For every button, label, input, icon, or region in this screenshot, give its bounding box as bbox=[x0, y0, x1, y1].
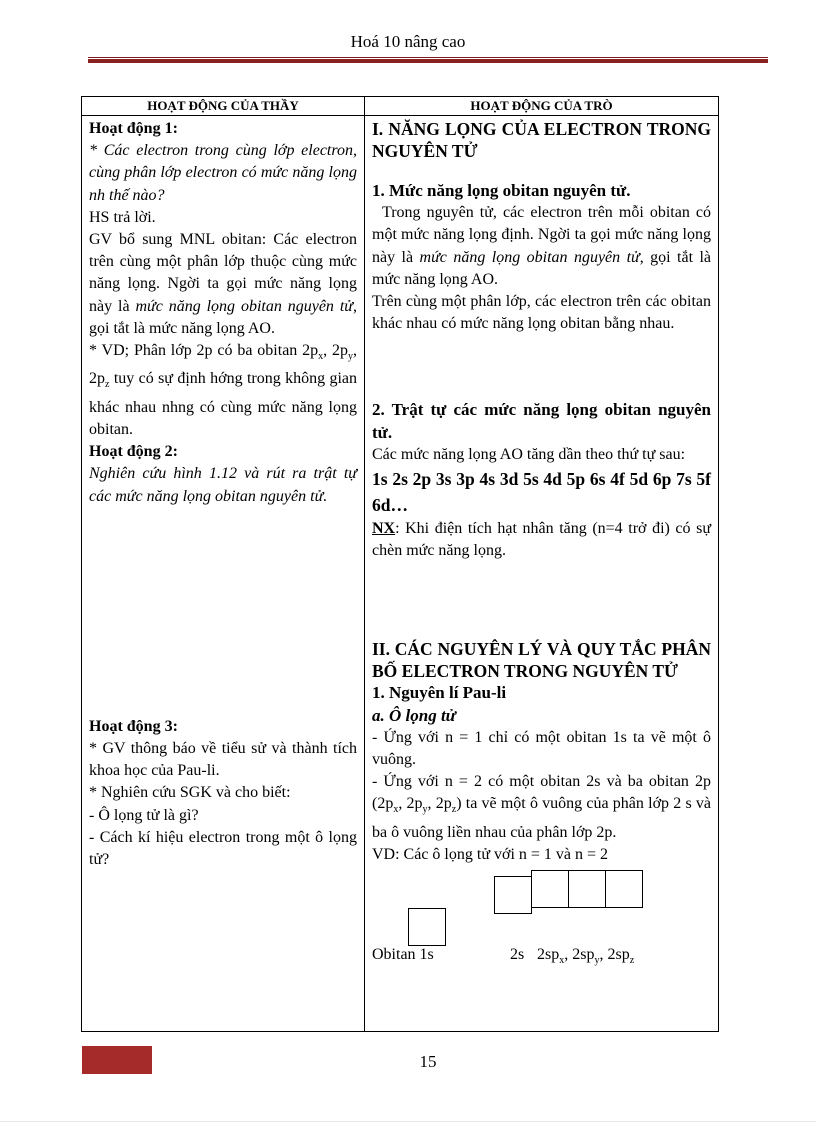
pauli-title: 1. Nguyên lí Pau-li bbox=[372, 683, 507, 703]
subscript-x: x bbox=[318, 351, 324, 363]
teacher-column-header: HOẠT ĐỘNG CỦA THẦY bbox=[82, 97, 365, 116]
para-sep: , 2p bbox=[427, 795, 452, 813]
orbital-2py-box bbox=[568, 870, 606, 908]
subsection-2-title: 2. Trật tự các mức năng lọng obitan nguyên tử. bbox=[372, 400, 711, 442]
caption-sep: , 2sp bbox=[599, 946, 630, 964]
example-sep: , 2p bbox=[323, 342, 349, 360]
subscript-z: z bbox=[105, 379, 110, 391]
subsection-1-para-2: Trên cùng một phân lớp, các electron trên các obitan khác nhau có mức năng lọng obitan bằng nhau. bbox=[372, 293, 711, 333]
subsection-1-para-1 bbox=[372, 202, 711, 291]
subsection-2-para: Các mức năng lọng AO tăng dần theo thứ tự sau: bbox=[372, 445, 686, 463]
caption-1s: Obitan 1s bbox=[372, 946, 434, 964]
section-1-title: I. NĂNG LỌNG CỦA ELECTRON TRONG NGUYÊN TỬ bbox=[372, 119, 711, 161]
para-sep: , 2p bbox=[398, 795, 423, 813]
section-2-title: II. CÁC NGUYÊN LÝ VÀ QUY TẮC PHÂN BỐ ELECTRON TRONG NGUYÊN TỬ bbox=[372, 639, 711, 682]
orbital-2px-box bbox=[531, 870, 569, 908]
example-tail: tuy có sự định hớng trong không gian khác nhau nhng có cùng mức năng lọng obitan. bbox=[89, 370, 357, 439]
header-rule-thick bbox=[88, 59, 768, 63]
student-column bbox=[365, 116, 719, 1032]
orbital-energy-sequence: 1s 2s 2p 3s 3p 4s 3d 5s 4d 5p 6s 4f 5d 6p 7s 5f 6d… bbox=[372, 469, 711, 516]
table-header-row bbox=[82, 97, 719, 116]
orbital-2pz-box bbox=[605, 870, 643, 908]
caption-text: 2sp bbox=[537, 946, 560, 964]
observation-text: : Khi điện tích hạt nhân tăng (n=4 trở đi) có sự chèn mức năng lọng. bbox=[372, 520, 711, 560]
activity-3-line-1: * GV thông báo về tiểu sử và thành tích khoa học của Pau-li. bbox=[89, 740, 357, 780]
pauli-para-2 bbox=[372, 771, 711, 844]
subscript-y: y bbox=[594, 955, 600, 967]
activity-table bbox=[81, 96, 719, 1032]
activity-1-gv-tail: , gọi tắt là mức năng lọng AO. bbox=[89, 297, 357, 337]
activity-2-text: Nghiên cứu hình 1.12 và rút ra trật tự các mức năng lọng obitan nguyên tử. bbox=[89, 465, 357, 505]
activity-3-line-2: * Nghiên cứu SGK và cho biết: bbox=[89, 784, 291, 802]
subscript-z: z bbox=[451, 804, 457, 816]
caption-2p bbox=[537, 944, 634, 972]
para-text: - Ứng với n = 2 có một obitan 2s và ba obitan 2p (2p bbox=[372, 773, 711, 813]
spacer bbox=[372, 562, 711, 638]
pauli-example: VD: Các ô lọng tử với n = 1 và n = 2 bbox=[372, 846, 609, 864]
quantum-cell-diagram bbox=[372, 866, 711, 944]
activity-3-line-3: - Ô lọng tử là gì? bbox=[89, 806, 199, 824]
page-bottom-edge bbox=[0, 1121, 816, 1122]
activity-1-gv-term: mức năng lọng obitan nguyên tử bbox=[135, 297, 353, 315]
para-term: mức năng lọng obitan nguyên tử bbox=[419, 248, 640, 266]
teacher-column bbox=[82, 116, 365, 1032]
activity-3-title: Hoạt động 3: bbox=[89, 717, 178, 735]
orbital-1s-box bbox=[408, 908, 446, 946]
subsection-1-title: 1. Mức năng lọng obitan nguyên tử. bbox=[372, 181, 631, 200]
subscript-y: y bbox=[422, 804, 428, 816]
caption-sep: , 2sp bbox=[564, 946, 595, 964]
activity-1-title: Hoạt động 1: bbox=[89, 120, 178, 137]
subscript-y: y bbox=[348, 351, 354, 363]
para-tail: , gọi tắt là mức năng lọng AO. bbox=[372, 248, 712, 288]
spacer bbox=[372, 335, 711, 399]
orbital-2s-box bbox=[494, 876, 532, 914]
student-column-header: HOẠT ĐỘNG CỦA TRÒ bbox=[365, 97, 719, 116]
subscript-x: x bbox=[393, 804, 399, 816]
activity-2-title: Hoạt động 2: bbox=[89, 443, 178, 461]
caption-2s: 2s bbox=[510, 946, 525, 964]
subscript-z: z bbox=[629, 955, 635, 967]
activity-1-hs: HS trả lời. bbox=[89, 208, 156, 226]
example-text: * VD; Phân lớp 2p có ba obitan 2p bbox=[89, 342, 319, 360]
observation-label: NX bbox=[372, 520, 396, 538]
activity-1-gv-text: GV bổ sung MNL obitan: Các electron trên cùng một phân lớp thuộc cùng mức năng lọng. Ngời ta gọi mức năng lọng này là bbox=[89, 231, 357, 315]
quantum-cell-title: a. Ô lọng tử bbox=[372, 705, 456, 725]
activity-1-example bbox=[89, 340, 357, 441]
pauli-para-1: - Ứng với n = 1 chỉ có một obitan 1s ta vẽ một ô vuông. bbox=[372, 728, 711, 769]
spacer bbox=[372, 162, 711, 180]
orbital-captions bbox=[372, 944, 711, 966]
header-rule-thin bbox=[88, 57, 768, 58]
activity-1-gv bbox=[89, 229, 357, 340]
page-number: 15 bbox=[419, 1052, 437, 1071]
activity-1-question: * Các electron trong cùng lớp electron, cùng phân lớp electron có mức năng lọng nh thế nào? bbox=[89, 142, 357, 204]
table-body-row bbox=[82, 116, 719, 1032]
para-tail: ) ta vẽ một ô vuông của phân lớp 2 s và ba ô vuông liền nhau của phân lớp 2p. bbox=[372, 795, 712, 841]
activity-3-line-4: - Cách kí hiệu electron trong một ô lọng tử? bbox=[89, 828, 357, 869]
subscript-x: x bbox=[559, 955, 565, 967]
para-text: Trong nguyên tử, các electron trên mỗi obitan có một mức năng lọng định. Ngời ta gọi mức năng lọng này là bbox=[372, 204, 711, 266]
observation bbox=[372, 518, 711, 562]
page-header-title: Hoá 10 nâng cao bbox=[350, 32, 466, 51]
example-sep: , 2p bbox=[89, 342, 358, 388]
spacer bbox=[89, 508, 357, 716]
